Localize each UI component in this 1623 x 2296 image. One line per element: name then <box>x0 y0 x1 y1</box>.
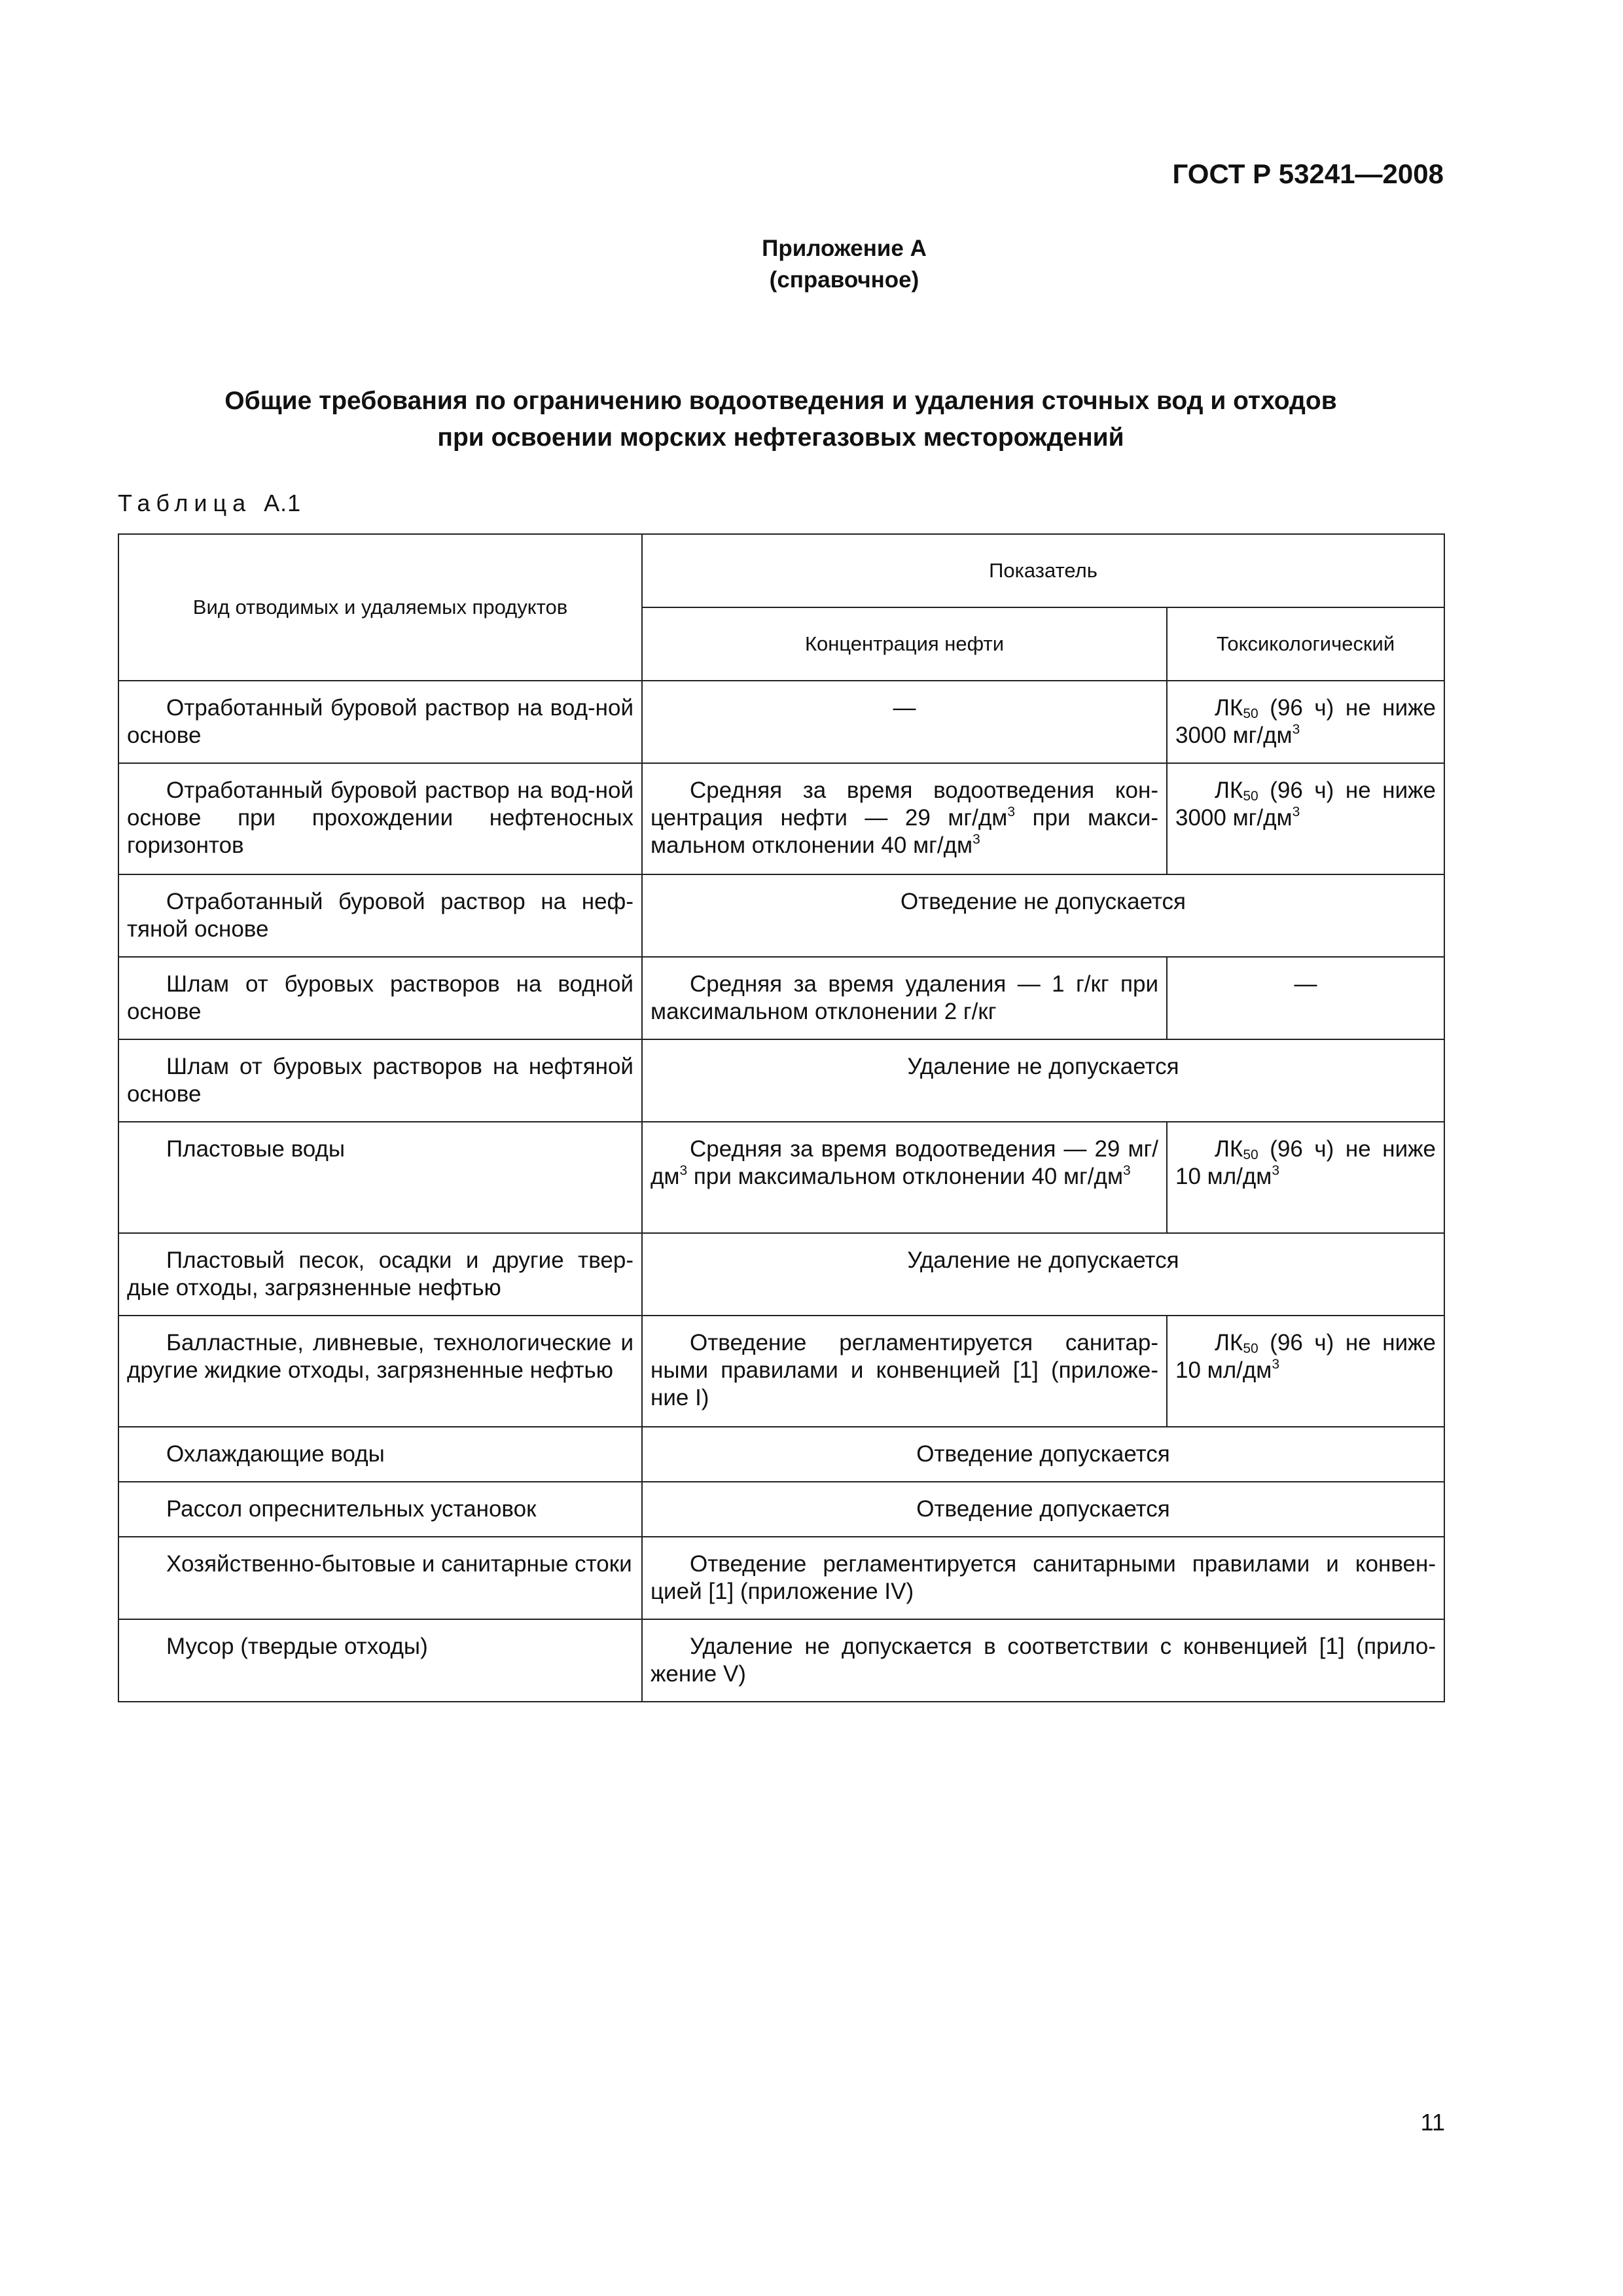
oil-text: при макси-мальном отклонении 40 мг/дм <box>651 805 1158 858</box>
oil-cell <box>642 1122 1167 1233</box>
oil-superscript: 3 <box>972 832 980 847</box>
appendix-kind: (справочное) <box>769 267 919 293</box>
table-row <box>118 763 1444 874</box>
oil-cell <box>642 763 1167 874</box>
tox-superscript: 3 <box>1292 722 1300 737</box>
tox-superscript: 3 <box>1272 1163 1280 1178</box>
merged-cell: Отведение не допускается <box>642 874 1444 957</box>
table-row <box>118 681 1444 763</box>
tox-superscript: 3 <box>1272 1357 1280 1372</box>
tox-cell <box>1167 763 1444 874</box>
table-row <box>118 1122 1444 1233</box>
oil-text: при максимальном отклонении 40 мг/дм <box>687 1164 1124 1189</box>
oil-cell: Средняя за время удаления — 1 г/кг при максимальном отклонении 2 г/кг <box>642 957 1167 1039</box>
table-row <box>118 874 1444 957</box>
tox-text: ЛК <box>1215 1330 1243 1355</box>
tox-cell: — <box>1167 957 1444 1039</box>
tox-cell <box>1167 1316 1444 1427</box>
document-title <box>118 383 1444 456</box>
header-indicator: Показатель <box>642 534 1444 607</box>
product-cell: Охлаждающие воды <box>118 1427 642 1482</box>
tox-subscript: 50 <box>1243 1341 1258 1356</box>
tox-text: (96 ч) не ниже 3000 мг/дм <box>1175 695 1436 748</box>
merged-cell: Удаление не допускается <box>642 1039 1444 1122</box>
table-row <box>118 1537 1444 1619</box>
tox-text: (96 ч) не ниже 10 мл/дм <box>1175 1136 1436 1189</box>
oil-superscript: 3 <box>1007 804 1016 819</box>
merged-cell: Отведение допускается <box>642 1482 1444 1537</box>
table-row <box>118 1619 1444 1702</box>
product-cell: Отработанный буровой раствор на неф-тяной основе <box>118 874 642 957</box>
header-oil-concentration: Концентрация нефти <box>642 607 1167 681</box>
oil-text: Средняя за время водоотведения кон-центрация нефти — 29 мг/дм <box>651 778 1158 831</box>
merged-cell: Удаление не допускается в соответствии с конвенцией [1] (прило-жение V) <box>642 1619 1444 1702</box>
oil-superscript: 3 <box>679 1163 688 1178</box>
tox-subscript: 50 <box>1243 706 1258 721</box>
tox-cell <box>1167 681 1444 763</box>
merged-cell: Отведение регламентируется санитарными правилами и конвен-цией [1] (приложение IV) <box>642 1537 1444 1619</box>
table-header-row <box>118 534 1444 607</box>
table-caption <box>118 490 301 517</box>
product-cell: Шлам от буровых растворов на нефтяной основе <box>118 1039 642 1122</box>
product-cell: Отработанный буровой раствор на вод-ной основе при прохождении нефтеносных горизонтов <box>118 763 642 874</box>
oil-cell: Отведение регламентируется санитар-ными правилами и конвенцией [1] (приложе-ние I) <box>642 1316 1167 1427</box>
product-cell: Пластовый песок, осадки и другие твер-дые отходы, загрязненные нефтью <box>118 1233 642 1316</box>
table-caption-word: Таблица <box>118 490 252 516</box>
merged-cell: Удаление не допускается <box>642 1233 1444 1316</box>
table-row <box>118 957 1444 1039</box>
tox-cell <box>1167 1122 1444 1233</box>
requirements-table <box>118 533 1445 1702</box>
tox-subscript: 50 <box>1243 789 1258 804</box>
table-row <box>118 1316 1444 1427</box>
header-toxicological: Токсикологический <box>1167 607 1444 681</box>
table-caption-number: А.1 <box>264 490 302 516</box>
product-cell: Пластовые воды <box>118 1122 642 1233</box>
title-line-1: Общие требования по ограничению водоотведения и удаления сточных вод и отходов <box>224 387 1337 415</box>
tox-text: (96 ч) не ниже 10 мл/дм <box>1175 1330 1436 1383</box>
header-product: Вид отводимых и удаляемых продуктов <box>118 534 642 681</box>
table-row <box>118 1482 1444 1537</box>
product-cell: Хозяйственно-бытовые и санитарные стоки <box>118 1537 642 1619</box>
title-line-2: при освоении морских нефтегазовых месторождений <box>437 423 1124 452</box>
tox-superscript: 3 <box>1292 804 1300 819</box>
standard-code: ГОСТ Р 53241—2008 <box>1172 158 1444 189</box>
merged-cell: Отведение допускается <box>642 1427 1444 1482</box>
product-cell: Мусор (твердые отходы) <box>118 1619 642 1702</box>
tox-subscript: 50 <box>1243 1147 1258 1162</box>
oil-superscript: 3 <box>1123 1163 1131 1178</box>
product-cell: Рассол опреснительных установок <box>118 1482 642 1537</box>
product-cell: Балластные, ливневые, технологические и другие жидкие отходы, загрязненные нефтью <box>118 1316 642 1427</box>
tox-text: ЛК <box>1215 695 1243 721</box>
product-cell: Отработанный буровой раствор на вод-ной основе <box>118 681 642 763</box>
page-number: 11 <box>1420 2109 1445 2136</box>
oil-cell: — <box>642 681 1167 763</box>
table-row <box>118 1039 1444 1122</box>
appendix-heading <box>0 233 1623 296</box>
tox-text: ЛК <box>1215 1136 1243 1162</box>
tox-text: ЛК <box>1215 778 1243 803</box>
table-row <box>118 1427 1444 1482</box>
table-row <box>118 1233 1444 1316</box>
appendix-title: Приложение А <box>762 236 927 261</box>
product-cell: Шлам от буровых растворов на водной основе <box>118 957 642 1039</box>
tox-text: (96 ч) не ниже 3000 мг/дм <box>1175 778 1436 831</box>
oil-text: Средняя за время водоотведения — 29 мг/дм <box>651 1136 1158 1189</box>
